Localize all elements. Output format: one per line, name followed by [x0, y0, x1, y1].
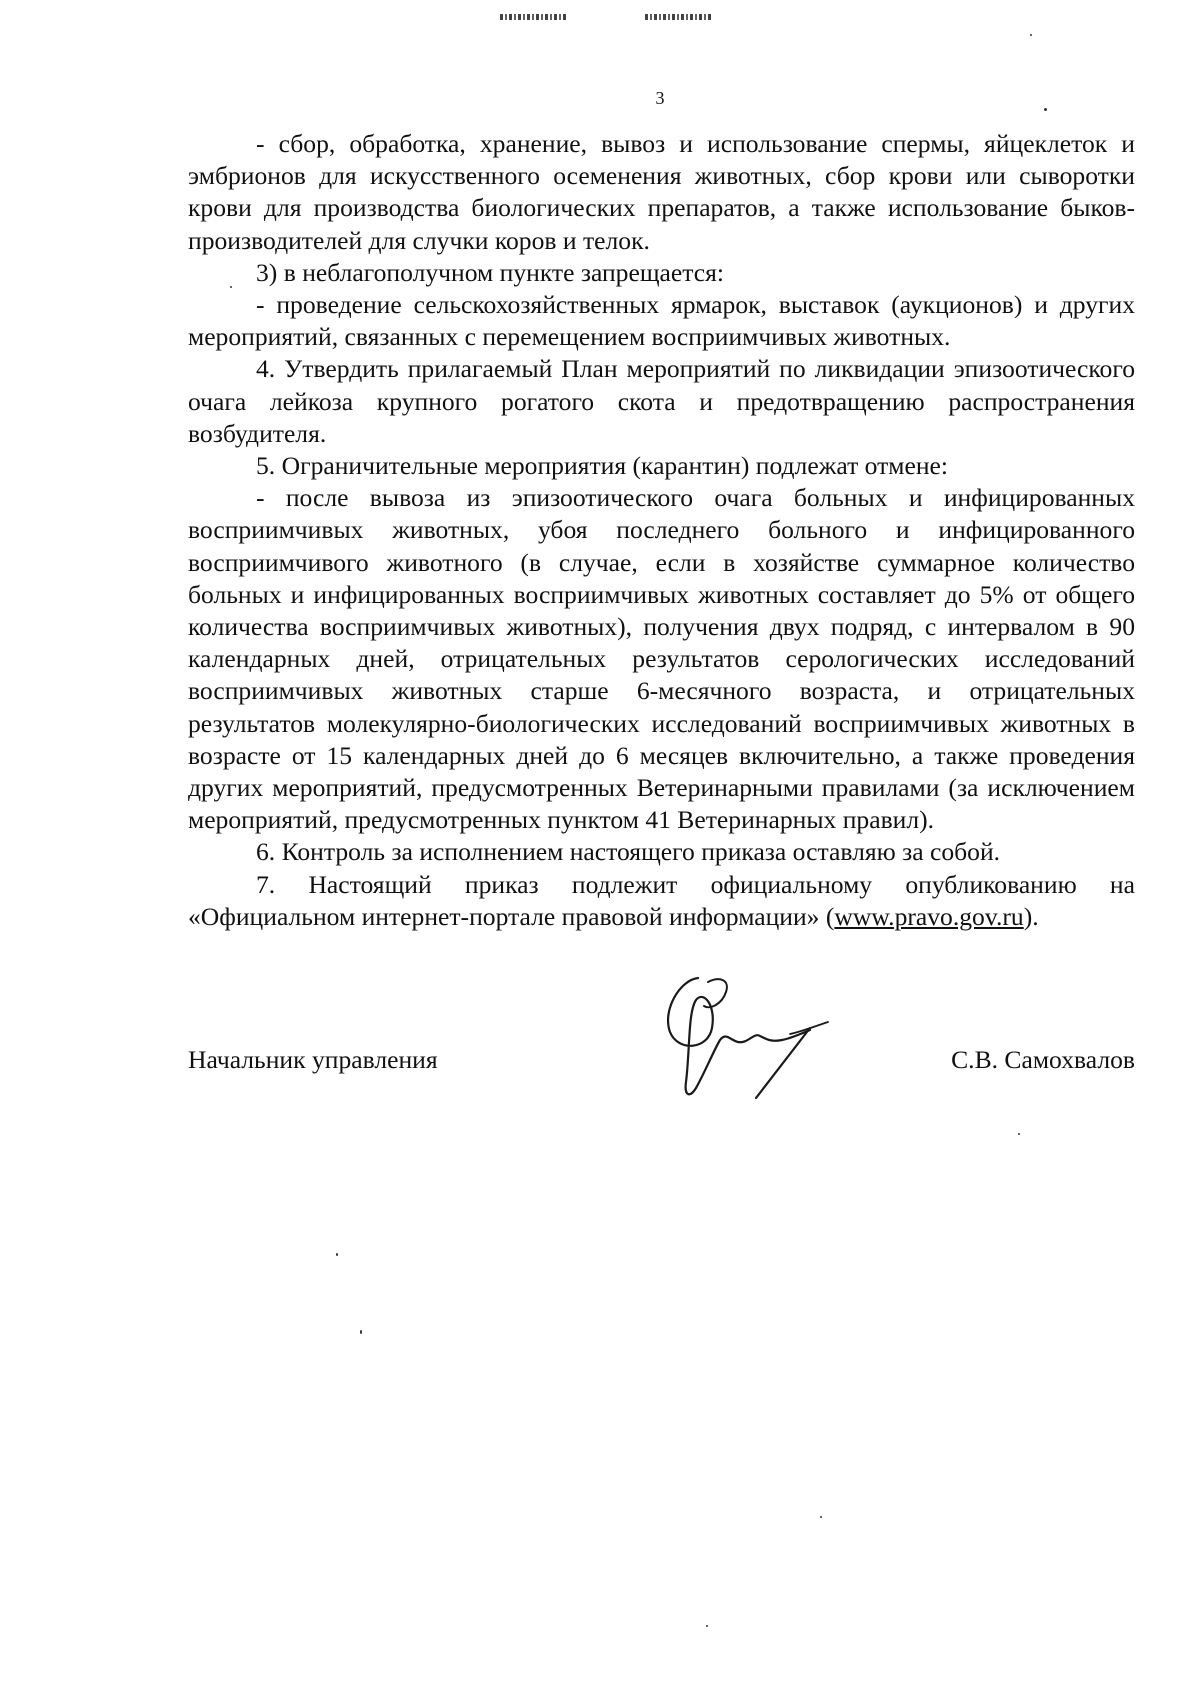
pravo-gov-link[interactable]: www.pravo.gov.ru: [834, 901, 1024, 931]
paragraph-approve-plan: 4. Утвердить прилагаемый План мероприятий по ликвидации эпизоотического очага лейкоза крупного рогатого скота и предотвращению распространения возбудителя.: [188, 354, 1135, 448]
paragraph-collection-ban: - сбор, обработка, хранение, вывоз и использование спермы, яйцеклеток и эмбрионов для искусственного осеменения животных, сбор крови или сыворотки крови для производства биологических препаратов, а также использование быков-производителей для случки коров и телок.: [188, 129, 1135, 255]
signature-block: [188, 1044, 1135, 1084]
scan-artifact-left: [500, 14, 568, 20]
scan-speck: [230, 286, 232, 288]
handwritten-signature: [660, 970, 835, 1105]
paragraph-fairs-ban: - проведение сельскохозяйственных ярмарок, выставок (аукционов) и других мероприятий, связанных с перемещением восприимчивых животных.: [188, 290, 1135, 352]
scan-speck: [1018, 1133, 1020, 1135]
scan-speck: [706, 1625, 708, 1627]
scan-speck: [336, 1253, 338, 1256]
signatory-position: Начальник управления: [188, 1045, 438, 1074]
page-number: 3: [655, 88, 665, 108]
paragraph-publication: [188, 869, 1135, 933]
publication-text: 7. Настоящий приказ подлежит официальному опубликованию на «Официальном интернет-портале правовой информации» (: [188, 869, 1135, 931]
scan-speck: [1030, 34, 1032, 36]
scan-speck: [1044, 108, 1047, 111]
publication-text-end: ).: [1023, 901, 1039, 931]
scan-speck: [360, 1330, 362, 1334]
paragraph-quarantine-lift-heading: 5. Ограничительные мероприятия (карантин) подлежат отмене:: [256, 451, 949, 481]
paragraph-control: 6. Контроль за исполнением настоящего приказа оставляю за собой.: [256, 837, 1001, 867]
document-body: [188, 128, 1135, 933]
paragraph-quarantine-lift-conditions: - после вывоза из эпизоотического очага больных и инфицированных восприимчивых животных, убоя последнего больного и инфицированного восприимчивого животного (в случае, если в хозяйстве суммарное количество больных и инфицированных восприимчивых животных составляет до 5% от общего количества восприимчивых животных), получения двух подряд, с интервалом в 90 календарных дней, отрицательных результатов серологических исследований восприимчивых животных старше 6-месячного возраста, и отрицательных результатов молекулярно-биологических исследований восприимчивых животных в возрасте от 15 календарных дней до 6 месяцев включительно, а также проведения других мероприятий, предусмотренных Ветеринарными правилами (за исключением мероприятий, предусмотренных пунктом 41 Ветеринарных правил).: [188, 483, 1135, 835]
signatory-name: С.В. Самохвалов: [951, 1045, 1135, 1074]
paragraph-prohibitions-heading: 3) в неблагополучном пункте запрещается:: [256, 257, 725, 287]
scan-artifact-right: [645, 14, 711, 20]
scan-speck: [820, 1516, 822, 1518]
